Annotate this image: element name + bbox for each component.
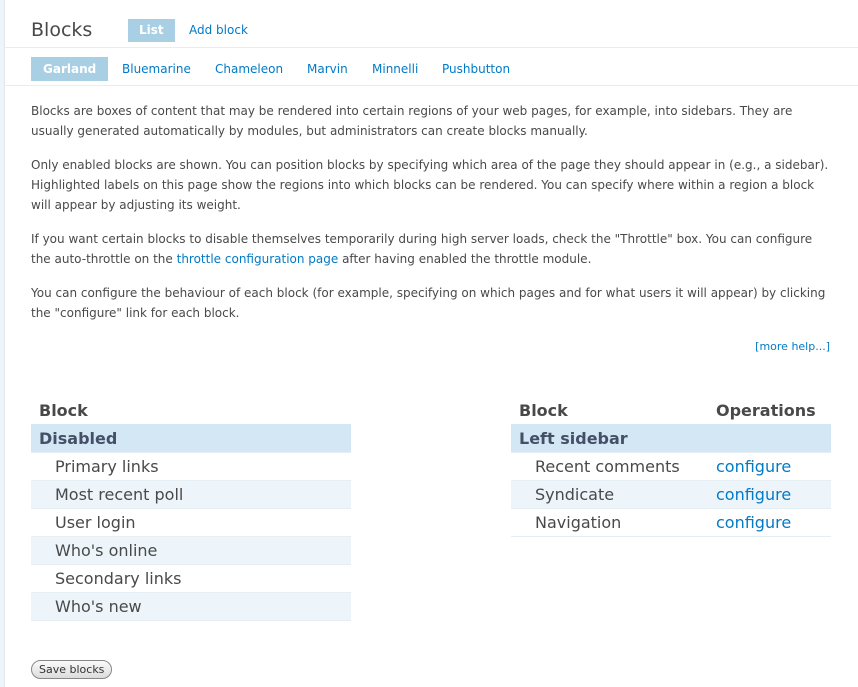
column-header-operations: Operations [708, 396, 831, 425]
table-row[interactable]: User login [31, 509, 351, 537]
column-header-block: Block [31, 396, 351, 425]
more-help-link[interactable]: [more help...] [755, 340, 830, 353]
region-header-left-sidebar: Left sidebar [511, 425, 831, 453]
throttle-configuration-link[interactable]: throttle configuration page [176, 252, 339, 266]
main-content [4, 0, 858, 687]
table-row[interactable]: Recent comments [511, 453, 708, 481]
help-paragraph-4: You can configure the behaviour of each block (for example, specifying on which pages and for what users it will appear) by clicking the "configure" link for each block. [31, 286, 826, 320]
help-paragraph-3-end: after having enabled the throttle module. [338, 252, 592, 266]
table-row[interactable]: Who's online [31, 537, 351, 565]
table-row[interactable]: Secondary links [31, 565, 351, 593]
help-paragraph-2: Only enabled blocks are shown. You can position blocks by specifying which area of the page they should appear in (e.g., a sidebar). Highlighted labels on this page show the regions into which blocks can be rendered. You can specify where within a region a block will appear by adjusting its weight. [31, 158, 829, 212]
tab-add-block[interactable]: Add block [189, 23, 248, 37]
theme-tab-pushbutton[interactable]: Pushbutton [442, 62, 511, 76]
theme-tab-chameleon[interactable]: Chameleon [215, 62, 284, 76]
table-row[interactable]: Navigation [511, 509, 708, 537]
help-paragraph-3-start: If you want certain blocks to disable themselves temporarily during high server loads, check the "Throttle" box. You can configure the auto-throttle on the [31, 232, 813, 266]
page-title: Blocks [31, 19, 93, 41]
theme-tab-bluemarine[interactable]: Bluemarine [122, 62, 191, 76]
column-header-block: Block [511, 396, 708, 425]
help-paragraph-1: Blocks are boxes of content that may be rendered into certain regions of your web pages, for example, into sidebars. They are usually generated automatically by modules, but administrators can create blocks manually. [31, 104, 793, 138]
configure-link[interactable]: configure [716, 485, 792, 504]
disabled-blocks-table [31, 396, 351, 621]
theme-tab-minnelli[interactable]: Minnelli [372, 62, 419, 76]
left-sidebar-blocks-table [511, 396, 831, 537]
region-header-disabled: Disabled [31, 425, 351, 453]
configure-link[interactable]: configure [716, 457, 792, 476]
table-row[interactable]: Syndicate [511, 481, 708, 509]
help-paragraph-3 [31, 229, 831, 269]
theme-tabs [31, 57, 831, 81]
table-row[interactable]: Primary links [31, 453, 351, 481]
configure-link[interactable]: configure [716, 513, 792, 532]
theme-tab-marvin[interactable]: Marvin [307, 62, 348, 76]
table-row[interactable]: Who's new [31, 593, 351, 621]
save-blocks-button[interactable]: Save blocks [31, 660, 112, 679]
help-text [31, 101, 831, 337]
table-row[interactable]: Most recent poll [31, 481, 351, 509]
tab-list[interactable]: List [128, 19, 175, 42]
subtabs-divider [5, 85, 858, 86]
tabs-divider [5, 47, 858, 48]
theme-tab-garland[interactable]: Garland [31, 57, 108, 81]
